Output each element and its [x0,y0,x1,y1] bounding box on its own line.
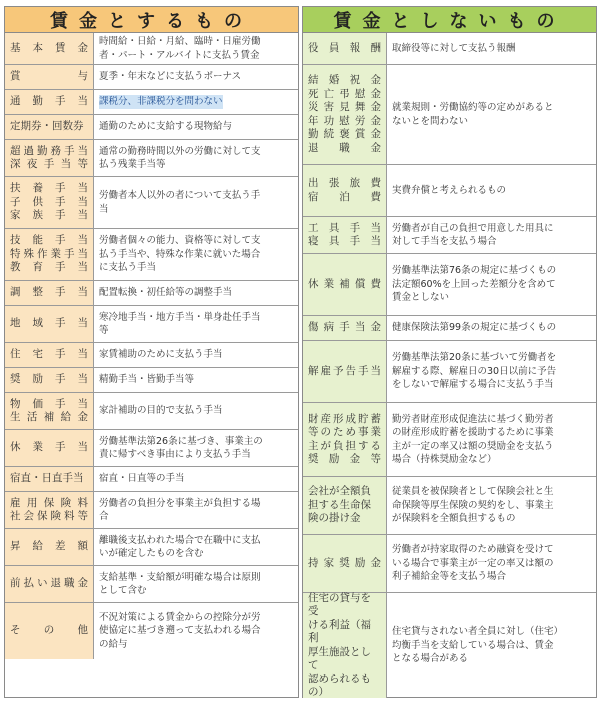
row-label: 前払い退職金 [5,566,94,602]
table-row [5,33,298,65]
table-row [5,115,298,140]
row-label: 昇給差額 [5,529,94,565]
row-description: 離職後支払われた場合で在職中に支払 いが確定したものを含む [99,534,261,559]
table-row [303,33,596,65]
table-row [303,593,596,698]
table-row [5,140,298,177]
row-label: 住宅の貸与を受 ける利益（福利 厚生施設として 認められるもの） [303,593,387,698]
row-description: 通常の勤務時間以外の労働に対して支 払う残業手当等 [99,145,261,170]
row-label: 住宅手当 [5,343,94,367]
row-description: 労働者が持家取得のため融資を受けて いる場合で事業主が一定の率又は額の 利子補給金等を支払う場合 [392,544,554,583]
row-description: 時間給・日給・月給、臨時・日雇労働 者・パート・アルバイトに支払う賃金 [99,36,261,61]
row-description: 家賃補助のために支払う手当 [99,349,223,361]
row-label: 傷病手当金 [303,316,387,340]
row-description: 取締役等に対して支払う報酬 [392,42,516,54]
table-row [303,165,596,217]
row-label: 地域手当 [5,306,94,342]
row-label: 宿直・日直手当 [5,467,94,491]
highlighted-text: 課税分、非課税分を問わない [99,96,223,108]
row-label: 役員報酬 [303,33,387,64]
row-label: 出張旅費 宿 泊 費 [303,165,387,216]
table-row [5,467,298,492]
table-row [5,529,298,566]
row-label: 賞 与 [5,65,94,89]
row-label: 扶養手当 子供手当 家族手当 [5,177,94,228]
row-label: 物価手当 生活補給金 [5,393,94,429]
row-label: 通勤手当 [5,90,94,114]
table-row [5,229,298,281]
row-description: 労働者本人以外の者について支払う手 当 [99,190,261,215]
row-label: 奨励手当 [5,368,94,392]
table-row [303,254,596,316]
wage-excluded-header: 賃金としないもの [303,7,596,33]
wage-excluded-column [302,6,597,698]
row-description: 健康保険法第99条の規定に基づくもの [392,322,557,334]
table-row [303,477,596,535]
table-row [5,566,298,603]
row-description: 労働基準法第26条に基づき、事業主の 責に帰すべき事由により支払う手当 [99,435,263,460]
table-row [303,217,596,254]
row-label: そ の 他 [5,603,94,659]
table-row [5,603,298,659]
row-label: 会社が全額負 担する生命保 険の掛け金 [303,477,387,534]
table-row [303,535,596,593]
table-row [5,343,298,368]
row-description: 寒冷地手当・地方手当・単身赴任手当 等 [99,311,261,336]
table-row [303,403,596,477]
table-row [5,368,298,393]
row-description: 配置転換・初任給等の調整手当 [99,287,233,299]
table-row [5,281,298,306]
row-description: 労働基準法第20条に基づいて労働者を 解雇する際、解雇日の30日以前に予告 をしないで解雇する場合に支払う手当 [392,352,557,391]
row-description: 実費弁償と考えられるもの [392,184,507,196]
table-row [303,65,596,165]
table-row [5,492,298,529]
row-label: 解雇予告手当 [303,341,387,402]
row-description: 労働者個々の能力、資格等に対して支 払う手当や、特殊な作業に就いた場合 に支払う手当 [99,235,261,274]
table-row [5,306,298,343]
row-description: 精勤手当・皆勤手当等 [99,374,195,386]
row-description: 労働者が自己の負担で用意した用具に 対して手当を支払う場合 [392,222,554,247]
row-description: 宿直・日直等の手当 [99,473,185,485]
row-label: 雇用保険料 社会保険料等 [5,492,94,528]
row-label: 結婚祝金 死亡弔慰金 災害見舞金 年功慰労金 勤続褒賞金 退 職 金 [303,65,387,164]
row-label: 休業補償費 [303,254,387,315]
row-description [94,90,298,114]
table-row [5,65,298,90]
row-label: 超過勤務手当 深夜手当等 [5,140,94,176]
wage-included-column [4,6,299,698]
row-label: 調整手当 [5,281,94,305]
row-label: 工具手当 寝具手当 [303,217,387,253]
row-description: 家計補助の目的で支払う手当 [99,405,223,417]
row-description: 就業規則・労働協約等の定めがあると ないとを問わない [392,102,554,127]
table-row [5,393,298,430]
row-label: 休業手当 [5,430,94,466]
row-description: 支給基準・支給額が明確な場合は原則 として含む [99,571,261,596]
row-description: 労働基準法第76条の規定に基づくもの 法定額60%を上回った差額分を含めて 賃金としない [392,265,557,304]
row-description: 住宅貸与されない者全員に対し（住宅） 均衡手当を支給している場合は、賃金 となる場合がある [392,626,564,665]
row-description: 夏季・年末などに支払うボーナス [99,71,242,83]
row-label: 基本賃金 [5,33,94,64]
row-description: 勤労者財産形成促進法に基づく勤労者 の財産形成貯蓄を援助するために事業 主が一定の率又は額の奨励金を支払う 場合（持株奨励金など） [392,413,554,465]
table-row [5,177,298,229]
table-row [5,430,298,467]
table-row [303,341,596,403]
row-description: 労働者の負担分を事業主が負担する場 合 [99,497,261,522]
row-description: 従業員を被保険者として保険会社と生 命保険等厚生保険の契約をし、事業主 が保険料を全額負担するもの [392,486,554,525]
table-row [5,90,298,115]
row-label: 財産形成貯蓄 等のため事業 主が負担する 奨励金等 [303,403,387,476]
row-description: 不況対策による賃金からの控除分が労 使協定に基づき遡って支払われる場合 の給与 [99,611,261,650]
row-label: 持家奨励金 [303,535,387,592]
wage-included-header: 賃金とするもの [5,7,298,33]
table-row [303,316,596,341]
row-label: 定期券・回数券 [5,115,94,139]
row-label: 技能手当 特殊作業手当 教育手当 [5,229,94,280]
row-description: 通勤のために支給する現物給与 [99,121,233,133]
